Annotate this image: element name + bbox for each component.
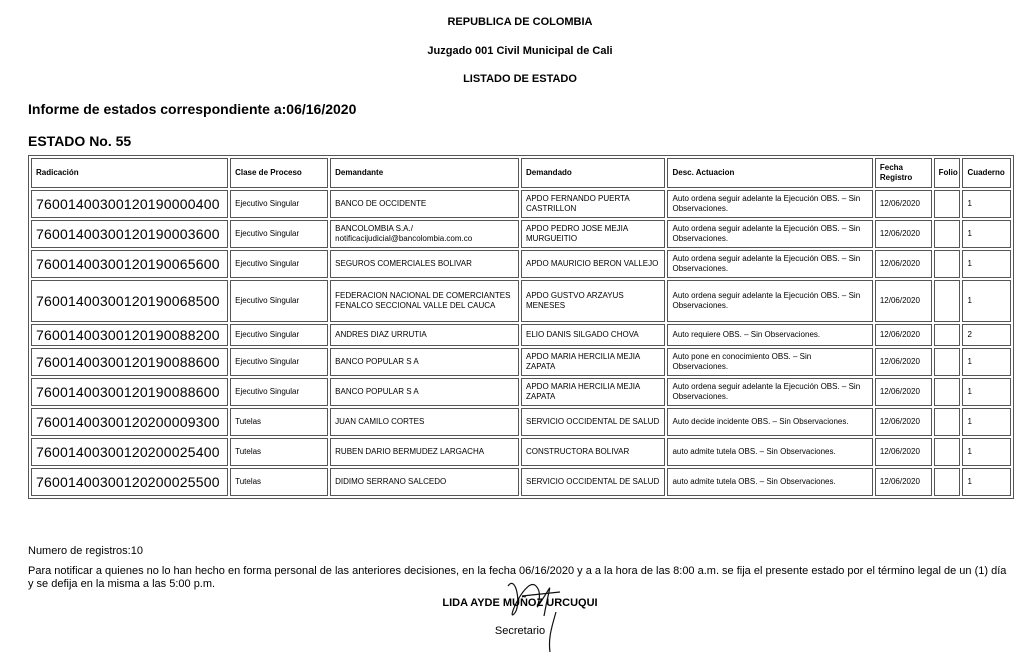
record-count: Numero de registros:10 [28, 545, 143, 557]
cell-clase: Ejecutivo Singular [230, 220, 328, 248]
table-row [31, 348, 1011, 376]
cell-demandado: APDO MARIA HERCILIA MEJIA ZAPATA [521, 378, 665, 406]
cell-folio [934, 438, 961, 466]
cell-radicacion: 76001400300120200025500 [31, 468, 228, 496]
col-header-radicacion: Radicación [31, 158, 228, 188]
cell-demandado: APDO FERNANDO PUERTA CASTRILLON [521, 190, 665, 218]
cell-clase: Ejecutivo Singular [230, 250, 328, 278]
cell-demandante: BANCOLOMBIA S.A./ notificacijudicial@bancolombia.com.co [330, 220, 519, 248]
cell-desc: Auto decide incidente OBS. – Sin Observaciones. [667, 408, 872, 436]
cell-demandado: SERVICIO OCCIDENTAL DE SALUD [521, 468, 665, 496]
cell-demandado: ELIO DANIS SILGADO CHOVA [521, 324, 665, 346]
cell-cuaderno: 1 [962, 438, 1011, 466]
cell-folio [934, 408, 961, 436]
cell-demandado: SERVICIO OCCIDENTAL DE SALUD [521, 408, 665, 436]
table-row [31, 280, 1011, 322]
signatory-name: LIDA AYDE MUÑOZ URCUQUI [442, 597, 598, 609]
cell-demandado: APDO PEDRO JOSE MEJIA MURGUEITIO [521, 220, 665, 248]
cell-folio [934, 280, 961, 322]
cell-desc: Auto pone en conocimiento OBS. – Sin Observaciones. [667, 348, 872, 376]
cell-radicacion: 76001400300120190088600 [31, 348, 228, 376]
cell-desc: Auto ordena seguir adelante la Ejecución OBS. – Sin Observaciones. [667, 220, 872, 248]
cell-cuaderno: 1 [962, 250, 1011, 278]
cell-desc: auto admite tutela OBS. – Sin Observaciones. [667, 438, 872, 466]
cell-fecha: 12/06/2020 [875, 190, 932, 218]
cell-radicacion: 76001400300120190003600 [31, 220, 228, 248]
table-row [31, 250, 1011, 278]
table-row [31, 190, 1011, 218]
cell-demandante: FEDERACION NACIONAL DE COMERCIANTES FENALCO SECCIONAL VALLE DEL CAUCA [330, 280, 519, 322]
cell-demandante: JUAN CAMILO CORTES [330, 408, 519, 436]
table-row [31, 408, 1011, 436]
cell-folio [934, 220, 961, 248]
cell-cuaderno: 1 [962, 220, 1011, 248]
notification-paragraph: Para notificar a quienes no lo han hecho en forma personal de las anteriores decisiones, en la fecha 06/16/2020 y a a la hora de las 8:00 a.m. se fija el presente estado por el término legal de un (1) día y se defija en la misma a las 5:00 p.m. [28, 565, 1007, 590]
cell-demandante: ANDRES DIAZ URRUTIA [330, 324, 519, 346]
cell-fecha: 12/06/2020 [875, 250, 932, 278]
col-header-folio: Folio [934, 158, 961, 188]
header-listing-title: LISTADO DE ESTADO [463, 73, 577, 85]
cell-cuaderno: 2 [962, 324, 1011, 346]
estado-table [28, 155, 1014, 499]
cell-demandante: BANCO DE OCCIDENTE [330, 190, 519, 218]
cell-fecha: 12/06/2020 [875, 280, 932, 322]
cell-demandante: DIDIMO SERRANO SALCEDO [330, 468, 519, 496]
cell-clase: Ejecutivo Singular [230, 348, 328, 376]
cell-desc: Auto ordena seguir adelante la Ejecución OBS. – Sin Observaciones. [667, 378, 872, 406]
cell-fecha: 12/06/2020 [875, 378, 932, 406]
col-header-fecha: Fecha Registro [875, 158, 932, 188]
cell-demandado: CONSTRUCTORA BOLIVAR [521, 438, 665, 466]
cell-demandado: APDO GUSTVO ARZAYUS MENESES [521, 280, 665, 322]
cell-desc: Auto ordena seguir adelante la Ejecución OBS. – Sin Observaciones. [667, 250, 872, 278]
header-country: REPUBLICA DE COLOMBIA [447, 16, 593, 28]
cell-clase: Tutelas [230, 468, 328, 496]
cell-radicacion: 76001400300120190065600 [31, 250, 228, 278]
cell-cuaderno: 1 [962, 190, 1011, 218]
cell-clase: Ejecutivo Singular [230, 378, 328, 406]
col-header-cuaderno: Cuaderno [962, 158, 1011, 188]
cell-demandante: RUBEN DARIO BERMUDEZ LARGACHA [330, 438, 519, 466]
cell-clase: Tutelas [230, 408, 328, 436]
signatory-title: Secretario [494, 625, 546, 637]
cell-folio [934, 468, 961, 496]
table-header-row [31, 158, 1011, 188]
cell-fecha: 12/06/2020 [875, 438, 932, 466]
table-row [31, 438, 1011, 466]
col-header-desc: Desc. Actuacion [667, 158, 872, 188]
cell-clase: Tutelas [230, 438, 328, 466]
cell-folio [934, 348, 961, 376]
cell-folio [934, 324, 961, 346]
cell-fecha: 12/06/2020 [875, 348, 932, 376]
estado-number: ESTADO No. 55 [28, 133, 132, 149]
cell-demandante: SEGUROS COMERCIALES BOLIVAR [330, 250, 519, 278]
table-row [31, 378, 1011, 406]
cell-desc: auto admite tutela OBS. – Sin Observaciones. [667, 468, 872, 496]
cell-fecha: 12/06/2020 [875, 220, 932, 248]
col-header-clase: Clase de Proceso [230, 158, 328, 188]
cell-demandado: APDO MAURICIO BERON VALLEJO [521, 250, 665, 278]
cell-folio [934, 190, 961, 218]
table-row [31, 220, 1011, 248]
cell-cuaderno: 1 [962, 378, 1011, 406]
table-row [31, 324, 1011, 346]
header-court: Juzgado 001 Civil Municipal de Cali [427, 45, 613, 57]
cell-radicacion: 76001400300120190000400 [31, 190, 228, 218]
cell-fecha: 12/06/2020 [875, 408, 932, 436]
cell-fecha: 12/06/2020 [875, 468, 932, 496]
cell-radicacion: 76001400300120200009300 [31, 408, 228, 436]
cell-radicacion: 76001400300120190088600 [31, 378, 228, 406]
cell-cuaderno: 1 [962, 348, 1011, 376]
cell-fecha: 12/06/2020 [875, 324, 932, 346]
col-header-demandante: Demandante [330, 158, 519, 188]
cell-desc: Auto requiere OBS. – Sin Observaciones. [667, 324, 872, 346]
cell-desc: Auto ordena seguir adelante la Ejecución OBS. – Sin Observaciones. [667, 280, 872, 322]
cell-radicacion: 76001400300120190068500 [31, 280, 228, 322]
cell-demandante: BANCO POPULAR S A [330, 378, 519, 406]
cell-folio [934, 378, 961, 406]
report-date-heading: Informe de estados correspondiente a:06/16/2020 [28, 101, 357, 117]
cell-desc: Auto ordena seguir adelante la Ejecución OBS. – Sin Observaciones. [667, 190, 872, 218]
cell-clase: Ejecutivo Singular [230, 324, 328, 346]
cell-radicacion: 76001400300120190088200 [31, 324, 228, 346]
cell-clase: Ejecutivo Singular [230, 280, 328, 322]
table-row [31, 468, 1011, 496]
cell-cuaderno: 1 [962, 468, 1011, 496]
cell-demandante: BANCO POPULAR S A [330, 348, 519, 376]
cell-cuaderno: 1 [962, 408, 1011, 436]
cell-folio [934, 250, 961, 278]
cell-demandado: APDO MARIA HERCILIA MEJIA ZAPATA [521, 348, 665, 376]
cell-radicacion: 76001400300120200025400 [31, 438, 228, 466]
col-header-demandado: Demandado [521, 158, 665, 188]
cell-cuaderno: 1 [962, 280, 1011, 322]
cell-clase: Ejecutivo Singular [230, 190, 328, 218]
